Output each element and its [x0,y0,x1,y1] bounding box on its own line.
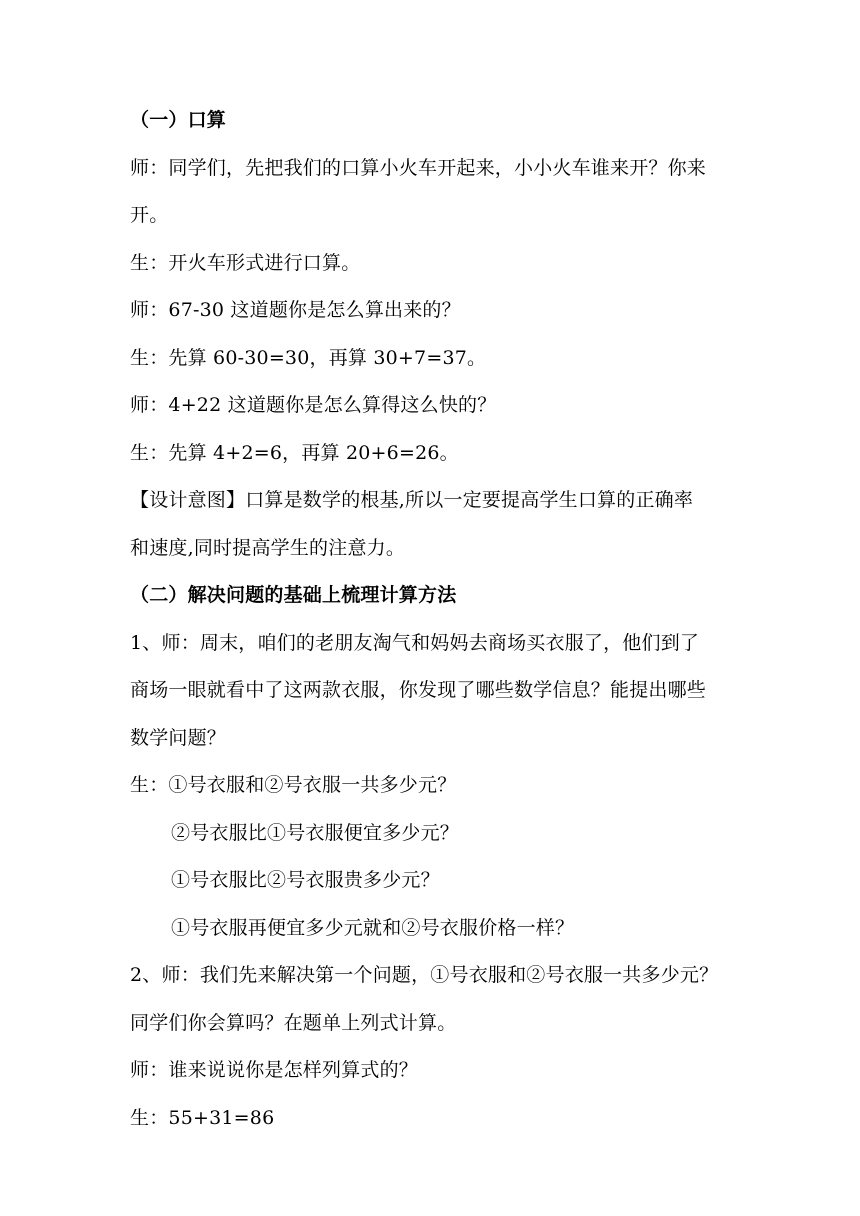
text-line: 数学问题？ [130,726,227,749]
section-heading: （二）解决问题的基础上梳理计算方法 [130,584,457,606]
text-line: 【设计意图】口算是数学的根基,所以一定要提高学生口算的正确率 [130,489,694,511]
document-body [130,108,740,1153]
text-line: 生：开火车形式进行口算。 [130,251,361,274]
text-line: 生：55+31=86 [130,1106,275,1129]
text-line: ②号衣服比①号衣服便宜多少元？ [171,821,460,844]
text-line: 同学们你会算吗？在题单上列式计算。 [130,1011,457,1034]
text-line: 商场一眼就看中了这两款衣服，你发现了哪些数学信息？能提出哪些 [130,679,707,701]
section-heading: （一）口算 [130,109,227,131]
text-line: 师：谁来说说你是怎样列算式的？ [130,1059,419,1081]
text-line: 师：67-30 这道题你是怎么算出来的？ [130,299,461,321]
text-line: 师：同学们，先把我们的口算小火车开起来，小小火车谁来开？你来 [130,156,707,179]
text-line: 1、师：周末，咱们的老朋友淘气和妈妈去商场买衣服了，他们到了 [130,631,700,654]
text-line: ①号衣服再便宜多少元就和②号衣服价格一样？ [171,916,575,939]
text-line: 生：先算 60-30=30，再算 30+7=37。 [130,346,487,369]
text-line: ①号衣服比②号衣服贵多少元？ [171,869,440,891]
text-line: 2、师：我们先来解决第一个问题，①号衣服和②号衣服一共多少元？ [130,964,719,986]
text-line: 生：①号衣服和②号衣服一共多少元？ [130,774,457,796]
text-line: 和速度,同时提高学生的注意力。 [130,536,406,559]
text-line: 生：先算 4+2=6，再算 20+6=26。 [130,441,459,464]
text-line: 开。 [130,204,169,226]
text-line: 师：4+22 这道题你是怎么算得这么快的？ [130,394,497,416]
